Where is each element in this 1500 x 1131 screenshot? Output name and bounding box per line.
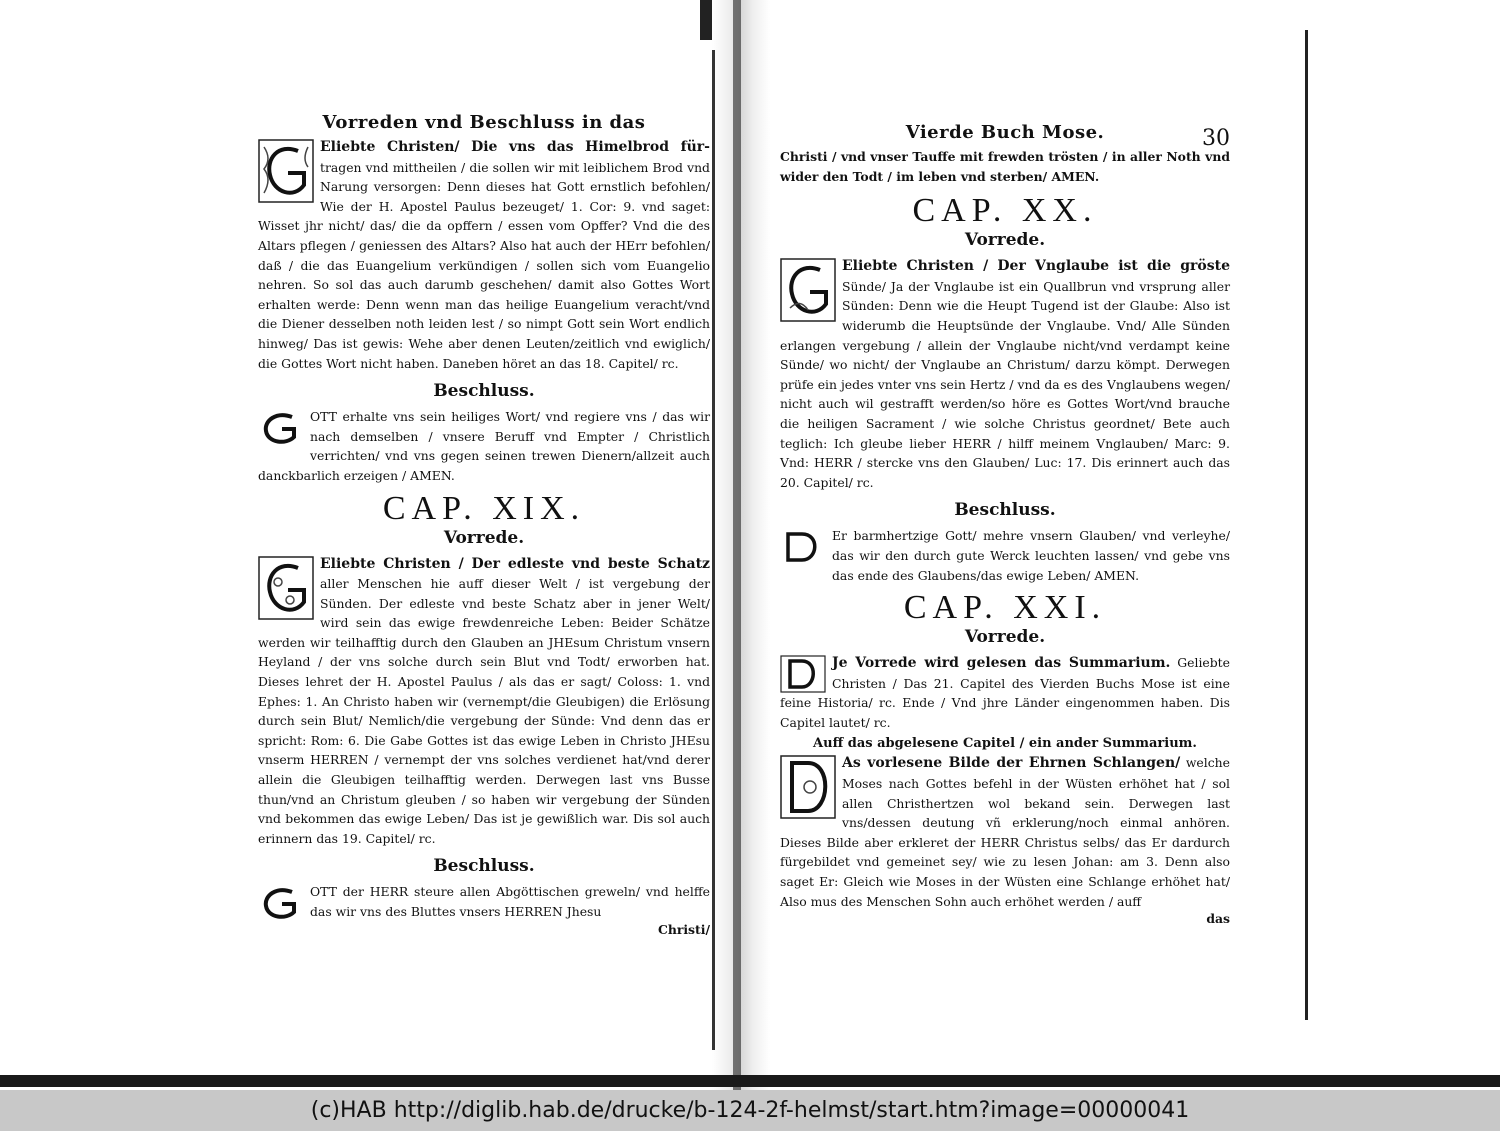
vorrede-heading-19: Vorrede.	[443, 527, 525, 548]
gutter-binding	[733, 0, 741, 1090]
vorrede-heading-20: Vorrede.	[964, 230, 1046, 251]
ornamental-initial-icon	[780, 258, 836, 322]
chapter-xxi-title: CAP. XXI.	[903, 589, 1107, 627]
running-head-left: Vorreden vnd Beschluss in das	[322, 112, 646, 133]
beschluss-heading-19: Beschluss.	[433, 856, 535, 877]
page-number: 30	[1202, 126, 1230, 151]
preface-21: Je Vorrede wird gelesen das Summarium. Geliebte Christen / Das 21. Capitel des Vierden Buchs Mose ist eine feine Historia/ rc. Ende / Vnd jhre Länder eingenommen haben. Dis Capitel lautet/ rc.	[780, 655, 1230, 730]
vorrede-heading-21: Vorrede.	[964, 627, 1046, 648]
preface-20: Eliebte Christen / Der Vnglaube ist die gröste Sünde/ Ja der Vnglaube ist ein Quallbrun vnd vrsprung aller Sünden: Denn wie die Heupt Tugend ist der Glaube: Also ist widerumb die Heuptsünde der Vnglaube. Vnd/ Alle Sünden erlangen vergebung / allein der Vnglaube nicht/vnd verdampt keine Sünde/ wo nicht/ der Vnglaube an Christum/ darzu kömpt. Derwegen prüfe ein jedes vnter vns sein Hertz / vnd da es des Vnglaubens wegen/ nicht auch wil gestrafft werden/so höre es Gottes Wort/vnd brauche die heiligen Sacrament / wie solche Christus geordnet/ Bete auch teglich: Ich gleube lieber HERR / hilff meinem Vnglauben/ Marc: 9. Vnd: HERR / stercke vns den Glauben/ Luc: 17. Dis erinnert auch das 20. Capitel/ rc.	[780, 258, 1230, 490]
initial-g-icon	[258, 409, 304, 447]
running-head-right: Vierde Buch Mose.	[905, 122, 1105, 143]
copyright-footer: (c)HAB http://diglib.hab.de/drucke/b-124-2f-helmst/start.htm?image=00000041	[0, 1090, 1500, 1131]
conclusion-19: OTT der HERR steure allen Abgöttischen greweln/ vnd helffe das wir vns des Bluttes vnsers HERREN Jhesu	[310, 884, 710, 919]
gutter	[712, 0, 770, 1090]
ornamental-initial-icon	[780, 755, 836, 819]
catchword-left: Christi/	[657, 922, 710, 938]
initial-d-icon	[780, 528, 826, 566]
left-page	[258, 112, 710, 937]
ornamental-initial-icon	[258, 556, 314, 620]
right-page	[780, 122, 1230, 926]
left-page-edge	[712, 50, 715, 1050]
initial-d-icon	[780, 655, 826, 693]
beschluss-heading-18: Beschluss.	[433, 381, 535, 402]
catchword-right: das	[1206, 911, 1230, 927]
right-page-edge	[1305, 30, 1308, 1020]
conclusion-18: OTT erhalte vns sein heiliges Wort/ vnd regiere vns / das wir nach demselben / vnsere Beruff vnd Empter / Christlich verrichten/ vnd vns gegen seinen trewen Dienern/allzeit auch danckbarlich erzeigen / AMEN.	[258, 409, 710, 483]
preface-19: Eliebte Christen / Der edleste vnd beste Schatz aller Menschen hie auff dieser Welt / ist vergebung der Sünden. Der edleste vnd beste Schatz aber in jener Welt/ wird sein das ewige frewdenreiche Leben: Beider Schätze werden wir teilhafftig durch den Glauben an JHEsum Christum vnsern Heyland / der vns solche durch sein Blut vnd Todt/ erworben hat. Dieses lehret der H. Apostel Paulus / als das er sagt/ Coloss: 1. vnd Ephes: 1. An Christo haben wir (vernempt/die Gleubigen) die Erlösung durch sein Blut/ Nemlich/die vergebung der Sünde: Vnd denn das er spricht: Rom: 6. Die Gabe Gottes ist das ewige Leben in Christo JHEsu vnserm HERREN / vernempt der vns solches verdienet hat/vnd derer allein die Gleubigen teilhafftig werden. Derwegen last vns Busse thun/vnd an Christum gleuben / so haben wir vergebung der Sünden vnd bekommen das ewige Leben/ Das ist je gewißlich war. Dis sol auch erinnern das 19. Capitel/ rc.	[258, 555, 710, 846]
chapter-xix-title: CAP. XIX.	[382, 489, 586, 527]
ornamental-initial-icon	[258, 139, 314, 203]
beschluss-heading-20: Beschluss.	[954, 500, 1056, 521]
chapter-xx-title: CAP. XX.	[912, 192, 1098, 230]
scan-bottom-edge	[0, 1075, 1500, 1087]
second-summary-heading: Auff das abgelesene Capitel / ein ander Summarium.	[813, 736, 1197, 752]
initial-g-icon	[258, 884, 304, 922]
preface-18: Eliebte Christen/ Die vns das Himelbrod für- tragen vnd mittheilen / die sollen wir mit leiblichem Brod vnd Narung versorgen: Denn dieses hat Gott ernstlich befohlen/ Wie der H. Apostel Paulus bezeuget/ 1. Cor: 9. vnd saget: Wisset jhr nicht/ das/ die da opffern / essen vom Opffer? Vnd die des Altars pflegen / geniessen des Altars? Also hat auch der HErr befohlen/ daß / die das Euangelium verkündigen / sollen sich vom Euangelio nehren. So sol das auch darumb geschehen/ damit also Gottes Wort erhalten werde: Denn wenn man das heilige Euangelium veracht/vnd die Diener desselben noth leiden lest / so nimpt Gott sein Wort endlich hinweg/ Das ist gewis: Wehe aber denen Leuten/zeitlich vnd ewiglich/ die Gottes Wort nicht haben. Daneben höret an das 18. Capitel/ rc.	[258, 139, 710, 371]
summary-21: As vorlesene Bilde der Ehrnen Schlangen/ welche Moses nach Gottes befehl in der Wüsten erhöhet hat / sol allen Christhertzen wol bekand sein. Derwegen last vns/dessen deutung vñ erklerung/noch einmal anhören. Dieses Bilde aber erkleret der HERR Christus selbs/ das Er dardurch fürgebildet vnd gemeinet sey/ wie zu lesen Johan: am 3. Denn also saget Er: Gleich wie Moses in der Wüsten eine Schlange erhöhet hat/ Also mus des Menschen Sohn auch erhöhet werden / auff	[780, 755, 1230, 909]
continuation-text: Christi / vnd vnser Tauffe mit frewden trösten / in aller Noth vnd wider den Todt / im leben vnd sterben/ AMEN.	[780, 149, 1230, 184]
conclusion-20: Er barmhertzige Gott/ mehre vnsern Glauben/ vnd verleyhe/ das wir den durch gute Werck leuchten lassen/ vnd gebe vns das ende des Glaubens/das ewige Leben/ AMEN.	[832, 528, 1230, 583]
